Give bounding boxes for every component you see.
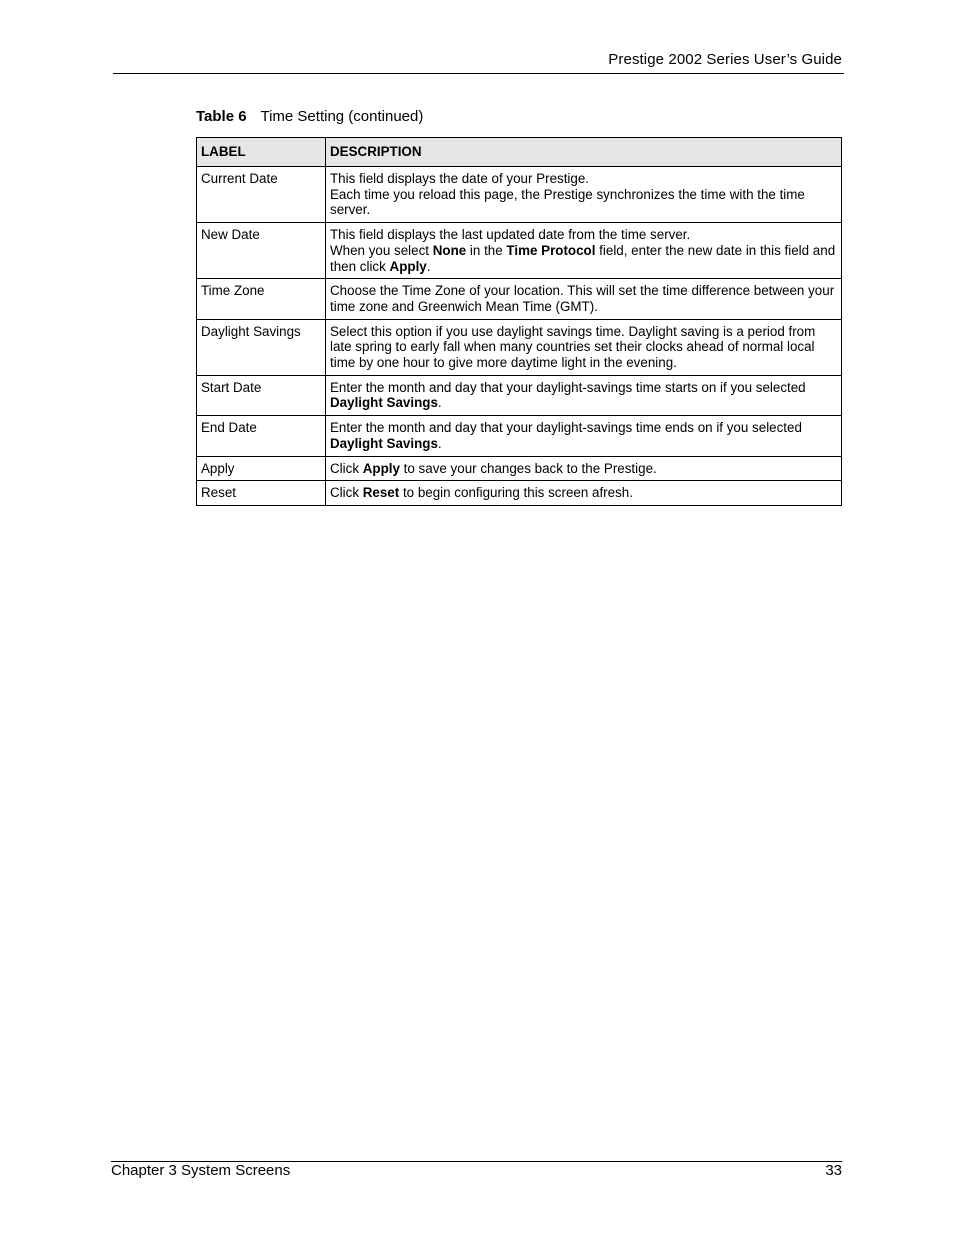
footer-chapter: Chapter 3 System Screens <box>111 1162 291 1179</box>
description-text: in the <box>466 242 507 258</box>
table-caption-number: Table 6 <box>196 108 247 125</box>
description-text: This field displays the date of your Prestige. <box>330 171 590 186</box>
row-description <box>326 375 842 415</box>
description-text: Click <box>330 460 363 476</box>
description-line <box>330 171 837 187</box>
description-bold-text: None <box>432 242 467 258</box>
row-description <box>326 167 842 223</box>
table-caption <box>196 108 423 125</box>
description-text: This field displays the last updated date from the time server. <box>330 227 691 243</box>
table-body <box>197 167 842 506</box>
row-label: Reset <box>197 481 326 506</box>
description-line <box>330 227 837 243</box>
description-line <box>330 283 837 314</box>
description-text: Enter the month and day that your daylight-savings time ends on if you selected <box>330 420 802 436</box>
description-text: Enter the month and day that your daylight-savings time starts on if you selected <box>330 379 806 395</box>
description-line <box>330 187 837 218</box>
table-row <box>197 279 842 319</box>
description-text: to save your changes back to the Prestige. <box>399 460 657 476</box>
description-bold-text: Time Protocol <box>506 242 596 258</box>
description-text: Choose the Time Zone of your location. This will set the time difference between your time zone and Greenwich Mean Time (GMT). <box>330 283 835 314</box>
row-label: Current Date <box>197 167 326 223</box>
description-bold-text: Reset <box>362 485 400 501</box>
column-header-label: LABEL <box>197 138 326 167</box>
description-text: Click <box>330 485 363 501</box>
description-text: Select this option if you use daylight savings time. Daylight saving is a period from late spring to early fall when many countries set their clocks ahead of normal local time by one hour to give more daytime light in the evening. <box>330 323 816 371</box>
description-bold-text: Apply <box>389 258 427 274</box>
table-row <box>197 319 842 375</box>
column-header-description: DESCRIPTION <box>326 138 842 167</box>
description-line <box>330 420 837 451</box>
description-bold-text: Apply <box>362 460 400 476</box>
description-line <box>330 485 837 501</box>
running-header-title: Prestige 2002 Series User’s Guide <box>608 51 842 68</box>
description-text: . <box>437 435 442 451</box>
row-label: Apply <box>197 456 326 481</box>
description-bold-text: Daylight Savings <box>330 395 438 411</box>
row-label: Daylight Savings <box>197 319 326 375</box>
table-row <box>197 223 842 279</box>
row-description <box>326 279 842 319</box>
row-description <box>326 416 842 456</box>
description-text: Each time you reload this page, the Prestige synchronizes the time with the time server. <box>330 186 805 218</box>
footer-page-number: 33 <box>825 1162 842 1179</box>
header-divider <box>113 73 844 74</box>
row-label: Time Zone <box>197 279 326 319</box>
description-line <box>330 380 837 411</box>
row-description <box>326 456 842 481</box>
table-row <box>197 456 842 481</box>
description-text: When you select <box>330 242 433 258</box>
table-row <box>197 481 842 506</box>
description-text: to begin configuring this screen afresh. <box>399 485 633 501</box>
time-setting-table <box>196 137 842 506</box>
row-description <box>326 481 842 506</box>
row-label: Start Date <box>197 375 326 415</box>
table-caption-title: Time Setting (continued) <box>260 108 424 125</box>
row-label: New Date <box>197 223 326 279</box>
description-bold-text: Daylight Savings <box>330 435 438 451</box>
table-header-row <box>197 138 842 167</box>
description-text: . <box>437 395 442 411</box>
description-line <box>330 324 837 371</box>
description-line <box>330 243 837 274</box>
table-row <box>197 416 842 456</box>
description-text: . <box>426 258 431 274</box>
description-text: field, enter the new date in this field and then click <box>330 242 836 274</box>
row-label: End Date <box>197 416 326 456</box>
table-row <box>197 375 842 415</box>
row-description <box>326 223 842 279</box>
description-line <box>330 461 837 477</box>
row-description <box>326 319 842 375</box>
table-row <box>197 167 842 223</box>
